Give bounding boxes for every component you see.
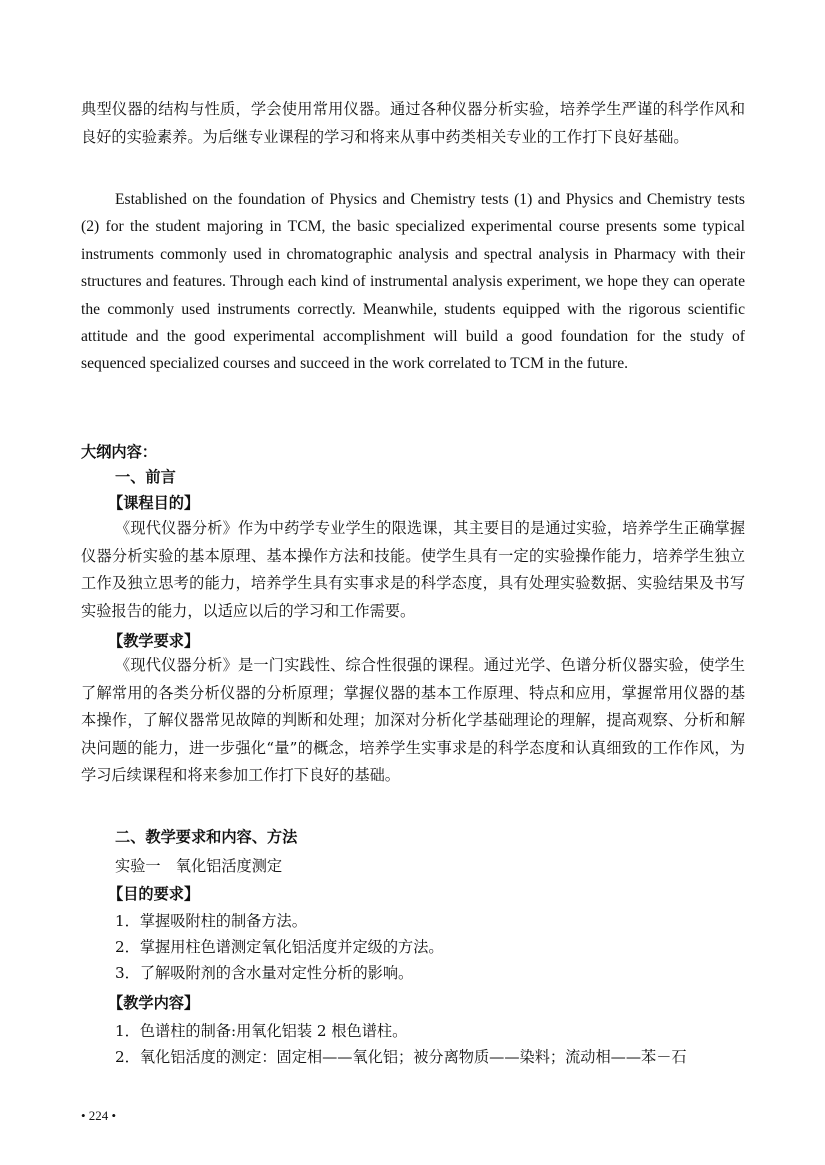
aim-heading-block	[108, 882, 745, 906]
content-heading: 【教学内容】	[108, 994, 200, 1012]
intro-english-text: Established on the foundation of Physics and Chemistry tests (1) and Physics and Chemistry tests (2) for the student majoring in TCM, the basic specialized experimental course presents some typical instruments commonly used in chromatographic analysis and spectral analysis in Pharmacy with their structures and features. Through each kind of instrumental analysis experiment, we hope they can operate the commonly used instruments correctly. Meanwhile, students equipped with the rigorous scientific attitude and the good experimental accomplishment will build a good foundation for the study of sequenced specialized courses and succeed in the work correlated to TCM in the future.	[81, 191, 745, 373]
purpose-paragraph	[81, 515, 745, 625]
purpose-heading: 【课程目的】	[108, 494, 200, 512]
page-number: • 224 •	[81, 1108, 117, 1123]
intro-chinese-text: 典型仪器的结构与性质，学会使用常用仪器。通过各种仪器分析实验，培养学生严谨的科学作风和良好的实验素养。为后继专业课程的学习和将来从事中药类相关专业的工作打下良好基础。	[81, 100, 745, 146]
requirement-text: 《现代仪器分析》是一门实践性、综合性很强的课程。通过光学、色谱分析仪器实验，使学生了解常用的各类分析仪器的分析原理；掌握仪器的基本工作原理、特点和应用，掌握常用仪器的基本操作，了解仪器常见故障的判断和处理；加深对分析化学基础理论的理解，提高观察、分析和解决问题的能力，进一步强化“量”的概念，培养学生实事求是的科学态度和认真细致的工作作风，为学习后续课程和将来参加工作打下良好的基础。	[81, 656, 745, 784]
content-list	[115, 1018, 745, 1070]
outline-heading-block	[81, 440, 745, 464]
aim-heading: 【目的要求】	[108, 885, 200, 903]
section2-title-block	[115, 825, 745, 849]
purpose-text: 《现代仪器分析》作为中药学专业学生的限选课，其主要目的是通过实验，培养学生正确掌握仪器分析实验的基本原理、基本操作方法和技能。使学生具有一定的实验操作能力，培养学生独立工作及独立思考的能力，培养学生具有实事求是的科学态度，具有处理实验数据、实验结果及书写实验报告的能力，以适应以后的学习和工作需要。	[81, 519, 745, 620]
requirement-heading-block	[108, 629, 745, 653]
content-item: 1．色谱柱的制备:用氧化铝装 2 根色谱柱。	[115, 1022, 408, 1040]
section2-title: 二、教学要求和内容、方法	[115, 828, 298, 846]
section1-title: 一、前言	[115, 468, 176, 486]
experiment-title: 实验一 氧化铝活度测定	[115, 857, 283, 875]
requirement-paragraph	[81, 652, 745, 790]
content-heading-block	[108, 991, 745, 1015]
intro-english-paragraph	[81, 186, 745, 378]
outline-heading: 大纲内容：	[81, 443, 157, 461]
content-item: 2．氧化铝活度的测定：固定相——氧化铝；被分离物质——染料；流动相——苯－石	[115, 1048, 687, 1066]
intro-chinese-paragraph	[81, 96, 745, 151]
aim-item: 1．掌握吸附柱的制备方法。	[115, 912, 307, 930]
aim-item: 3．了解吸附剂的含水量对定性分析的影响。	[115, 964, 414, 982]
aim-list	[115, 908, 745, 986]
purpose-heading-block	[108, 491, 745, 515]
experiment-title-block	[115, 854, 745, 878]
requirement-heading: 【教学要求】	[108, 632, 200, 650]
aim-item: 2．掌握用柱色谱测定氧化铝活度并定级的方法。	[115, 938, 444, 956]
section1-title-block	[115, 465, 745, 489]
